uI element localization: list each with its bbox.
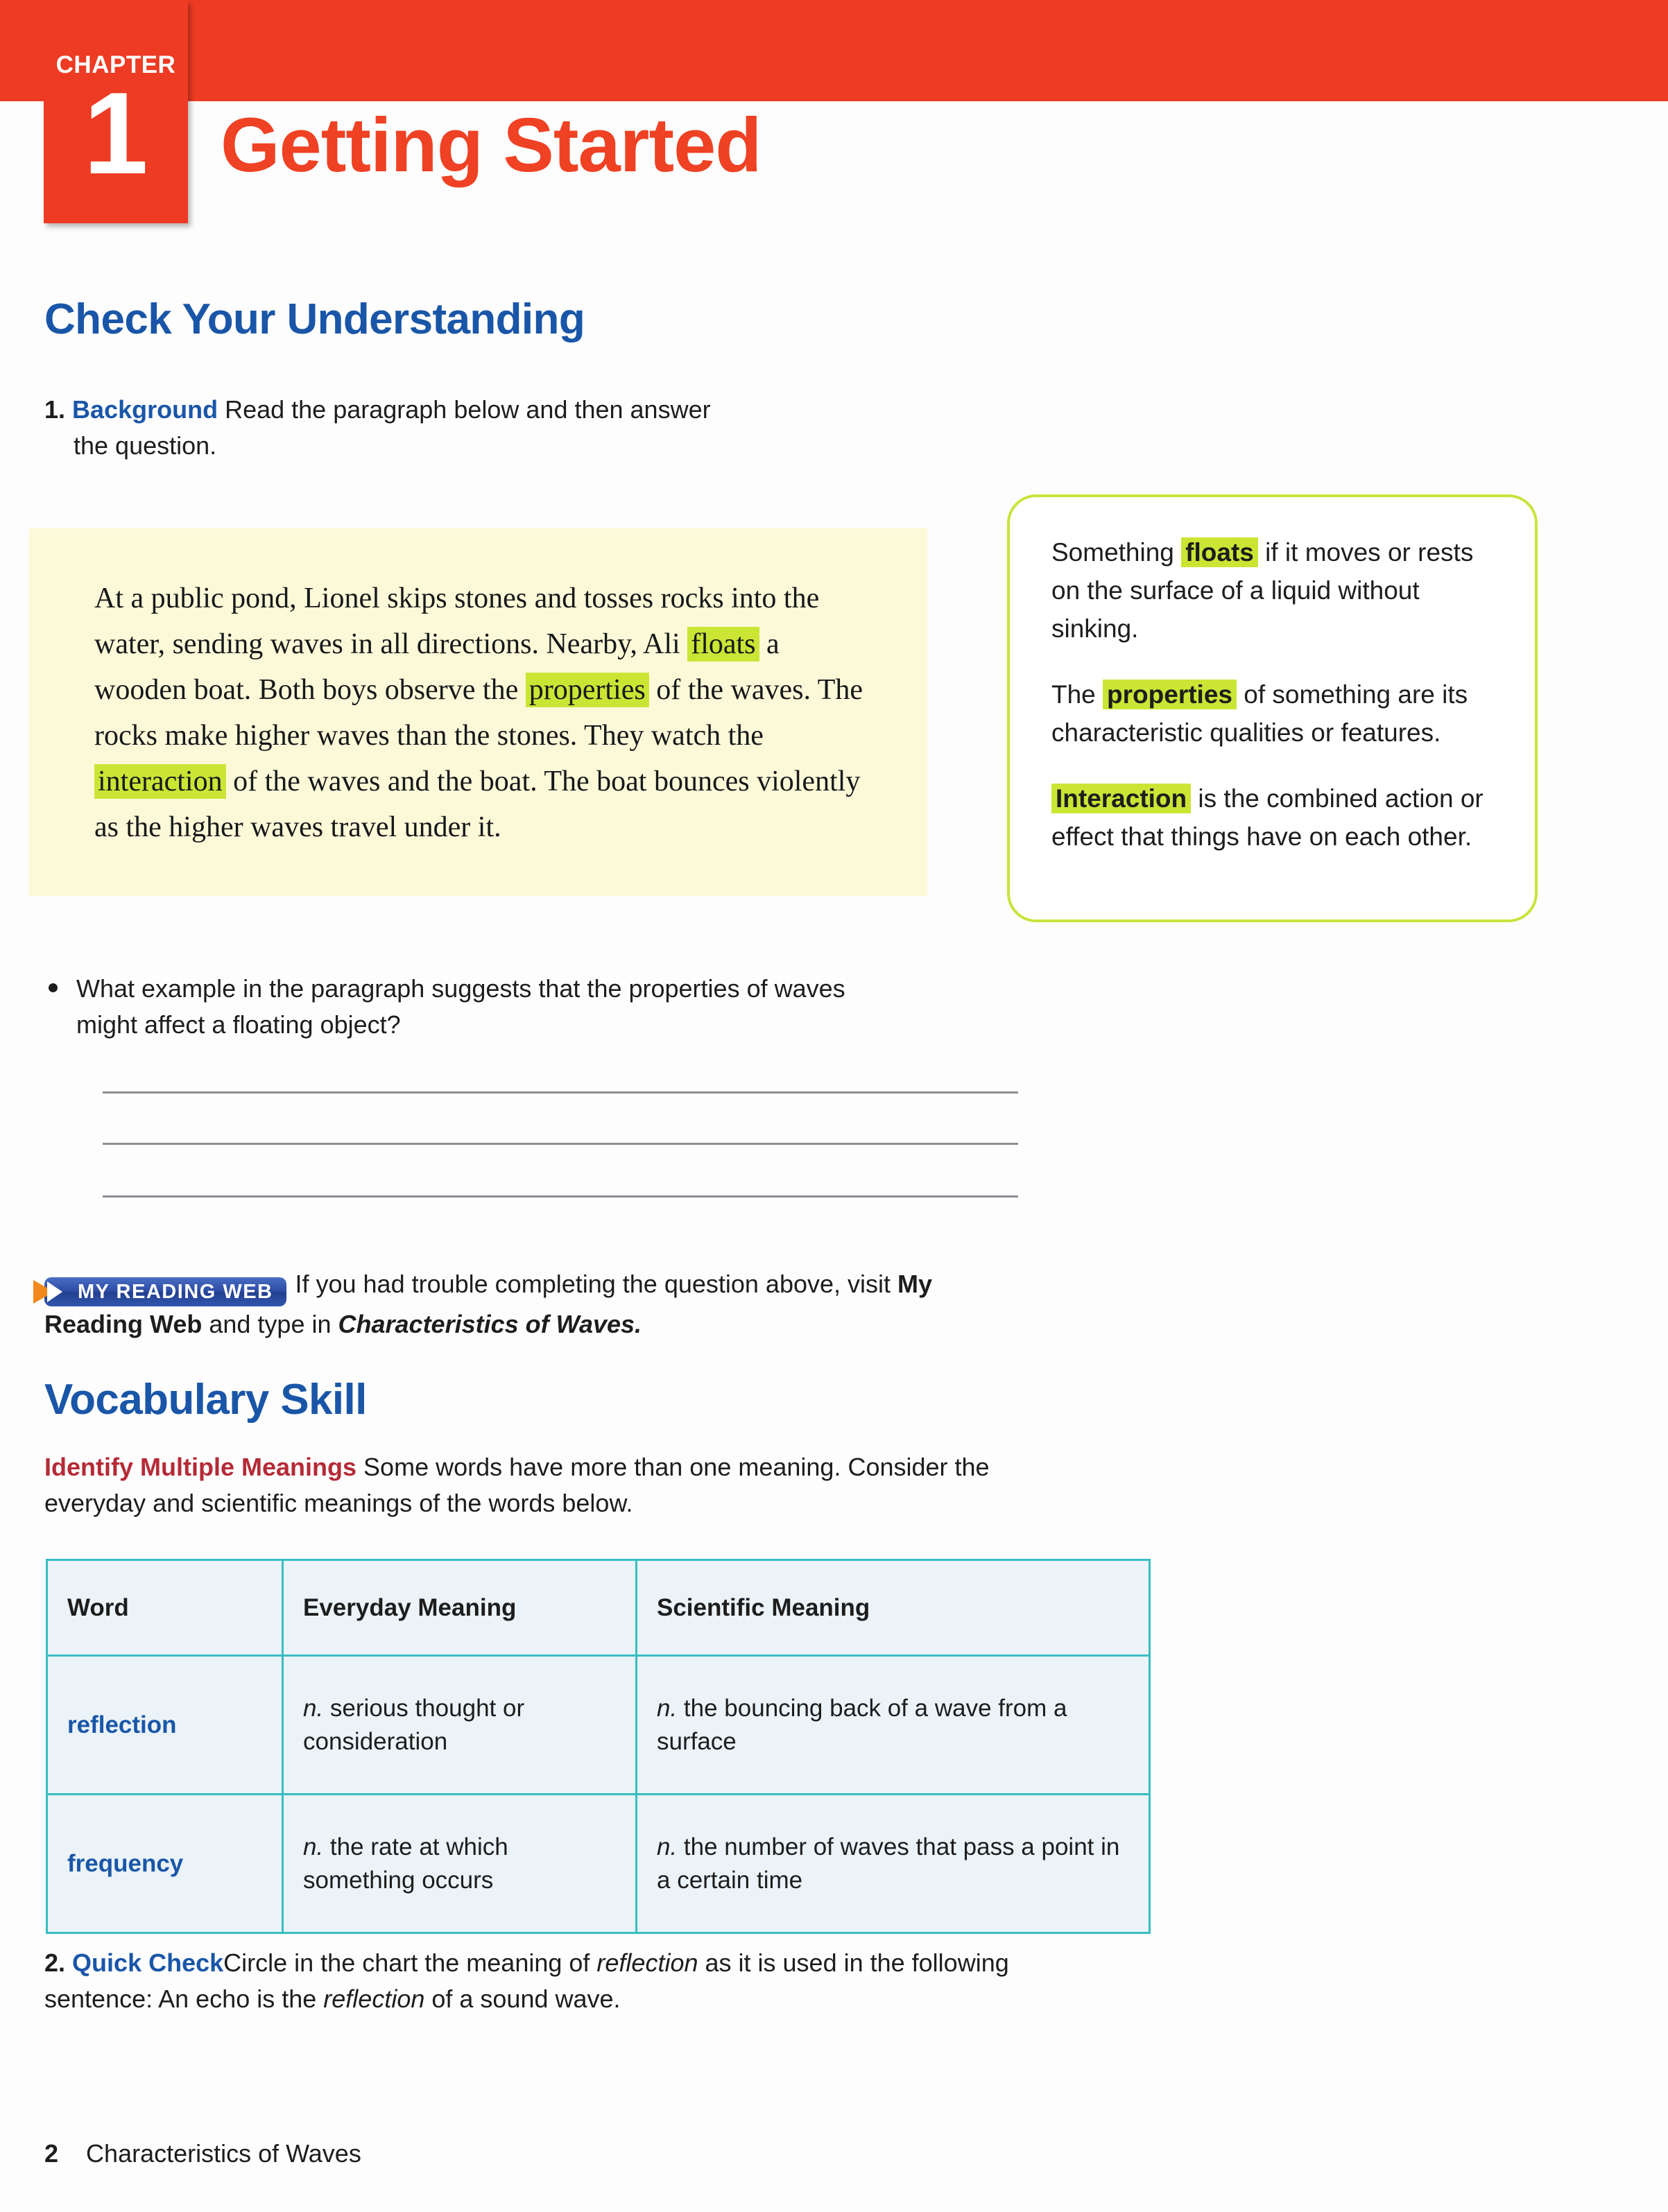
bullet-dot-icon — [49, 983, 58, 992]
answer-line-1[interactable] — [103, 1091, 1018, 1094]
quick-check-text-3: of a sound wave. — [424, 1985, 621, 2013]
quick-check-text-1: Circle in the chart the meaning of — [223, 1949, 597, 1977]
definition-interaction — [1051, 779, 1499, 856]
definition-floats — [1051, 533, 1499, 648]
definition-text: the bouncing back of a wave from a surface — [657, 1694, 1067, 1755]
definition-1-pre: The — [1051, 680, 1103, 709]
definition-0-pre: Something — [1051, 538, 1182, 567]
table-header-row — [47, 1560, 1150, 1656]
numbered-item-background — [44, 392, 960, 464]
highlight-interaction: interaction — [94, 764, 226, 799]
cell-scientific-frequency[interactable] — [637, 1795, 1150, 1933]
my-reading-web-bold: My Reading Web — [44, 1270, 933, 1338]
quick-check-italic-1: reflection — [596, 1949, 698, 1977]
my-reading-web-topic: Characteristics of Waves. — [338, 1310, 642, 1338]
answer-line-3[interactable] — [103, 1195, 1018, 1198]
column-header-scientific-meaning: Scientific Meaning — [637, 1560, 1150, 1656]
item-label-background: Background — [72, 395, 218, 424]
numbered-item-quick-check — [44, 1945, 1057, 2017]
definition-0-term: floats — [1181, 537, 1258, 567]
paragraph-part-1: At a public pond, Lionel skips stones and tosses rocks into the water, sending waves in all directions. Nearby, Ali — [94, 582, 820, 660]
chapter-title: Getting Started — [221, 103, 762, 188]
bullet-question — [76, 971, 853, 1043]
cell-everyday-reflection[interactable] — [283, 1656, 637, 1795]
answer-line-2[interactable] — [103, 1143, 1018, 1145]
part-of-speech: n. — [303, 1694, 324, 1722]
chevron-right-icon — [47, 1281, 62, 1302]
chapter-header-band — [0, 0, 1668, 101]
section-heading-check-your-understanding: Check Your Understanding — [44, 295, 585, 343]
definition-text: the number of waves that pass a point in a certain time — [657, 1833, 1120, 1894]
chapter-number: 1 — [83, 68, 148, 198]
definition-list — [1051, 533, 1499, 856]
my-reading-web-text-1: If you had trouble completing the question above, visit — [295, 1270, 898, 1298]
table-row[interactable] — [47, 1656, 1150, 1795]
chapter-word-label: CHAPTER — [55, 51, 176, 78]
definition-2-term: Interaction — [1051, 784, 1191, 813]
cell-everyday-frequency[interactable] — [283, 1795, 637, 1933]
item-number: 2. — [44, 1949, 66, 1977]
footer-page-number: 2 — [44, 2139, 59, 2168]
section-heading-vocabulary-skill: Vocabulary Skill — [44, 1376, 367, 1424]
background-paragraph — [94, 576, 871, 850]
my-reading-web-block — [44, 1266, 1029, 1342]
part-of-speech: n. — [303, 1833, 324, 1860]
definition-1-post: of something are its characteristic qualities or features. — [1051, 680, 1468, 747]
my-reading-web-text-2: and type in — [202, 1310, 338, 1338]
column-header-everyday-meaning: Everyday Meaning — [283, 1560, 637, 1656]
vocabulary-table — [46, 1559, 1151, 1934]
cell-word-frequency: frequency — [47, 1795, 283, 1933]
definition-text: the rate at which something occurs — [303, 1833, 508, 1894]
part-of-speech: n. — [657, 1833, 678, 1860]
my-reading-web-badge-label: MY READING WEB — [78, 1281, 273, 1303]
item-label-quick-check: Quick Check — [72, 1949, 224, 1977]
definition-2-post: is the combined action or effect that things have on each other. — [1051, 784, 1484, 851]
paragraph-part-4: of the waves and the boat. The boat bounces violently as the higher waves travel under it. — [94, 766, 861, 843]
cell-word-reflection: reflection — [47, 1656, 283, 1795]
definition-1-term: properties — [1103, 680, 1237, 709]
definition-0-post: if it moves or rests on the surface of a liquid without sinking. — [1051, 538, 1474, 643]
vocabulary-subhead-label: Identify Multiple Meanings — [44, 1453, 357, 1481]
paragraph-part-3: of the waves. The rocks make higher waves than the stones. They watch the — [94, 674, 863, 752]
paragraph-part-2: a wooden boat. Both boys observe the — [94, 628, 780, 706]
quick-check-text-2: as it is used in the following sentence: An echo is the — [44, 1949, 1009, 2013]
definition-text: serious thought or consideration — [303, 1694, 525, 1755]
part-of-speech: n. — [657, 1694, 678, 1722]
highlight-floats: floats — [687, 627, 759, 662]
footer-chapter-name: Characteristics of Waves — [86, 2139, 361, 2168]
highlight-properties: properties — [526, 673, 649, 707]
quick-check-italic-2: reflection — [323, 1985, 425, 2013]
background-paragraph-box — [29, 528, 927, 896]
bullet-question-text: What example in the paragraph suggests that the properties of waves might affect a floating object? — [76, 974, 845, 1039]
vocabulary-intro — [44, 1449, 1071, 1521]
chapter-tab — [44, 0, 188, 223]
definition-properties — [1051, 675, 1499, 752]
my-reading-web-badge[interactable] — [44, 1277, 286, 1306]
item-instruction-line2: the question. — [74, 431, 217, 460]
column-header-word: Word — [47, 1560, 283, 1656]
page-footer — [44, 2139, 361, 2168]
table-row[interactable] — [47, 1795, 1150, 1933]
item-instruction-line1: Read the paragraph below and then answer — [225, 395, 711, 424]
vocabulary-definition-box — [1007, 494, 1538, 922]
vocabulary-subhead-text: Some words have more than one meaning. Consider the everyday and scientific meanings of the words below. — [44, 1453, 990, 1517]
item-number: 1. — [44, 395, 66, 424]
cell-scientific-reflection[interactable] — [637, 1656, 1150, 1795]
